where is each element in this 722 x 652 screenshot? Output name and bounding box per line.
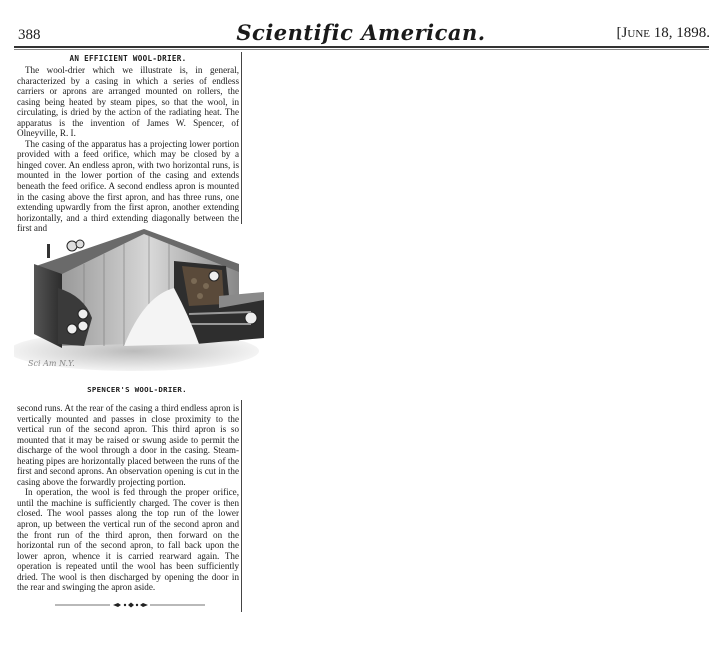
- issue-date: [617, 25, 710, 42]
- date-month: June: [621, 25, 650, 41]
- wool-drier-engraving: [14, 226, 266, 374]
- date-rest: 18, 1898.: [650, 25, 710, 41]
- publication-title: Scientific American.: [236, 20, 486, 45]
- figure-caption: SPENCER'S WOOL-DRIER.: [87, 385, 187, 394]
- paragraph: The wool-drier which we illustrate is, in general, characterized by a casing in which a series of endless carriers or aprons are arranged mounted on rollers, the casing being heated by steam pipes, so that the wool, in circulating, is dried by the actiᴐn of the radiating heat. The apparatus is the invention of James W. Spencer, of Olneyville, R. I.: [17, 65, 239, 139]
- wool-drier-illustration: [14, 226, 266, 374]
- column-rule: [241, 52, 242, 224]
- article-headline: AN EFFICIENT WOOL-DRIER.: [69, 54, 187, 63]
- column-rule: [241, 400, 242, 612]
- article-column-top: [17, 65, 239, 234]
- paragraph: The casing of the apparatus has a projecting lower portion provided with a feed orifice, which may be closed by a hinged cover. An endless apron, with two horizontal runs, is mounted in the lower portion of the casing and extends beneath the feed orifice. A second endless apron is mounted in the casing above the first apron, and has three runs, one extending upwardly from the first apron, another extending horizontally, and a third extending diagonally between the first and: [17, 138, 239, 234]
- header-rule: [14, 46, 709, 48]
- paragraph: second runs. At the rear of the casing a third endless apron is vertically mounted and passes in close proximity to the vertical run of the second apron. This third apron is so mounted that it may be raised or swung aside to permit the discharge of the wool through a door in the casing. Steam-heating pipes are horizontally placed between the runs of the first and second aprons. An observation opening is cut in the casing above the forwardly projecting portion.: [17, 403, 239, 487]
- date-bracket: [: [616, 25, 622, 41]
- article-column-bottom: [17, 403, 239, 593]
- svg-text:Sci Am N.Y.: Sci Am N.Y.: [28, 359, 75, 368]
- header-rule-thin: [14, 49, 709, 50]
- paragraph: In operation, the wool is fed through the proper orifice, until the machine is sufficiently charged. The cover is then closed. The wool passes along the top run of the lower apron, up between the vertical run of the second apron and the front run of the third apron, then forward on the horizontal run of the second apron, to fall back upon the lower apron, whence it is carried rearward again. The operation is repeated until the wool has been sufficiently dried. The wool is then discharged by opening the door in the rear and swinging the apron aside.: [17, 487, 239, 593]
- page-number: 388: [18, 27, 41, 43]
- end-of-article-ornament: [55, 600, 205, 610]
